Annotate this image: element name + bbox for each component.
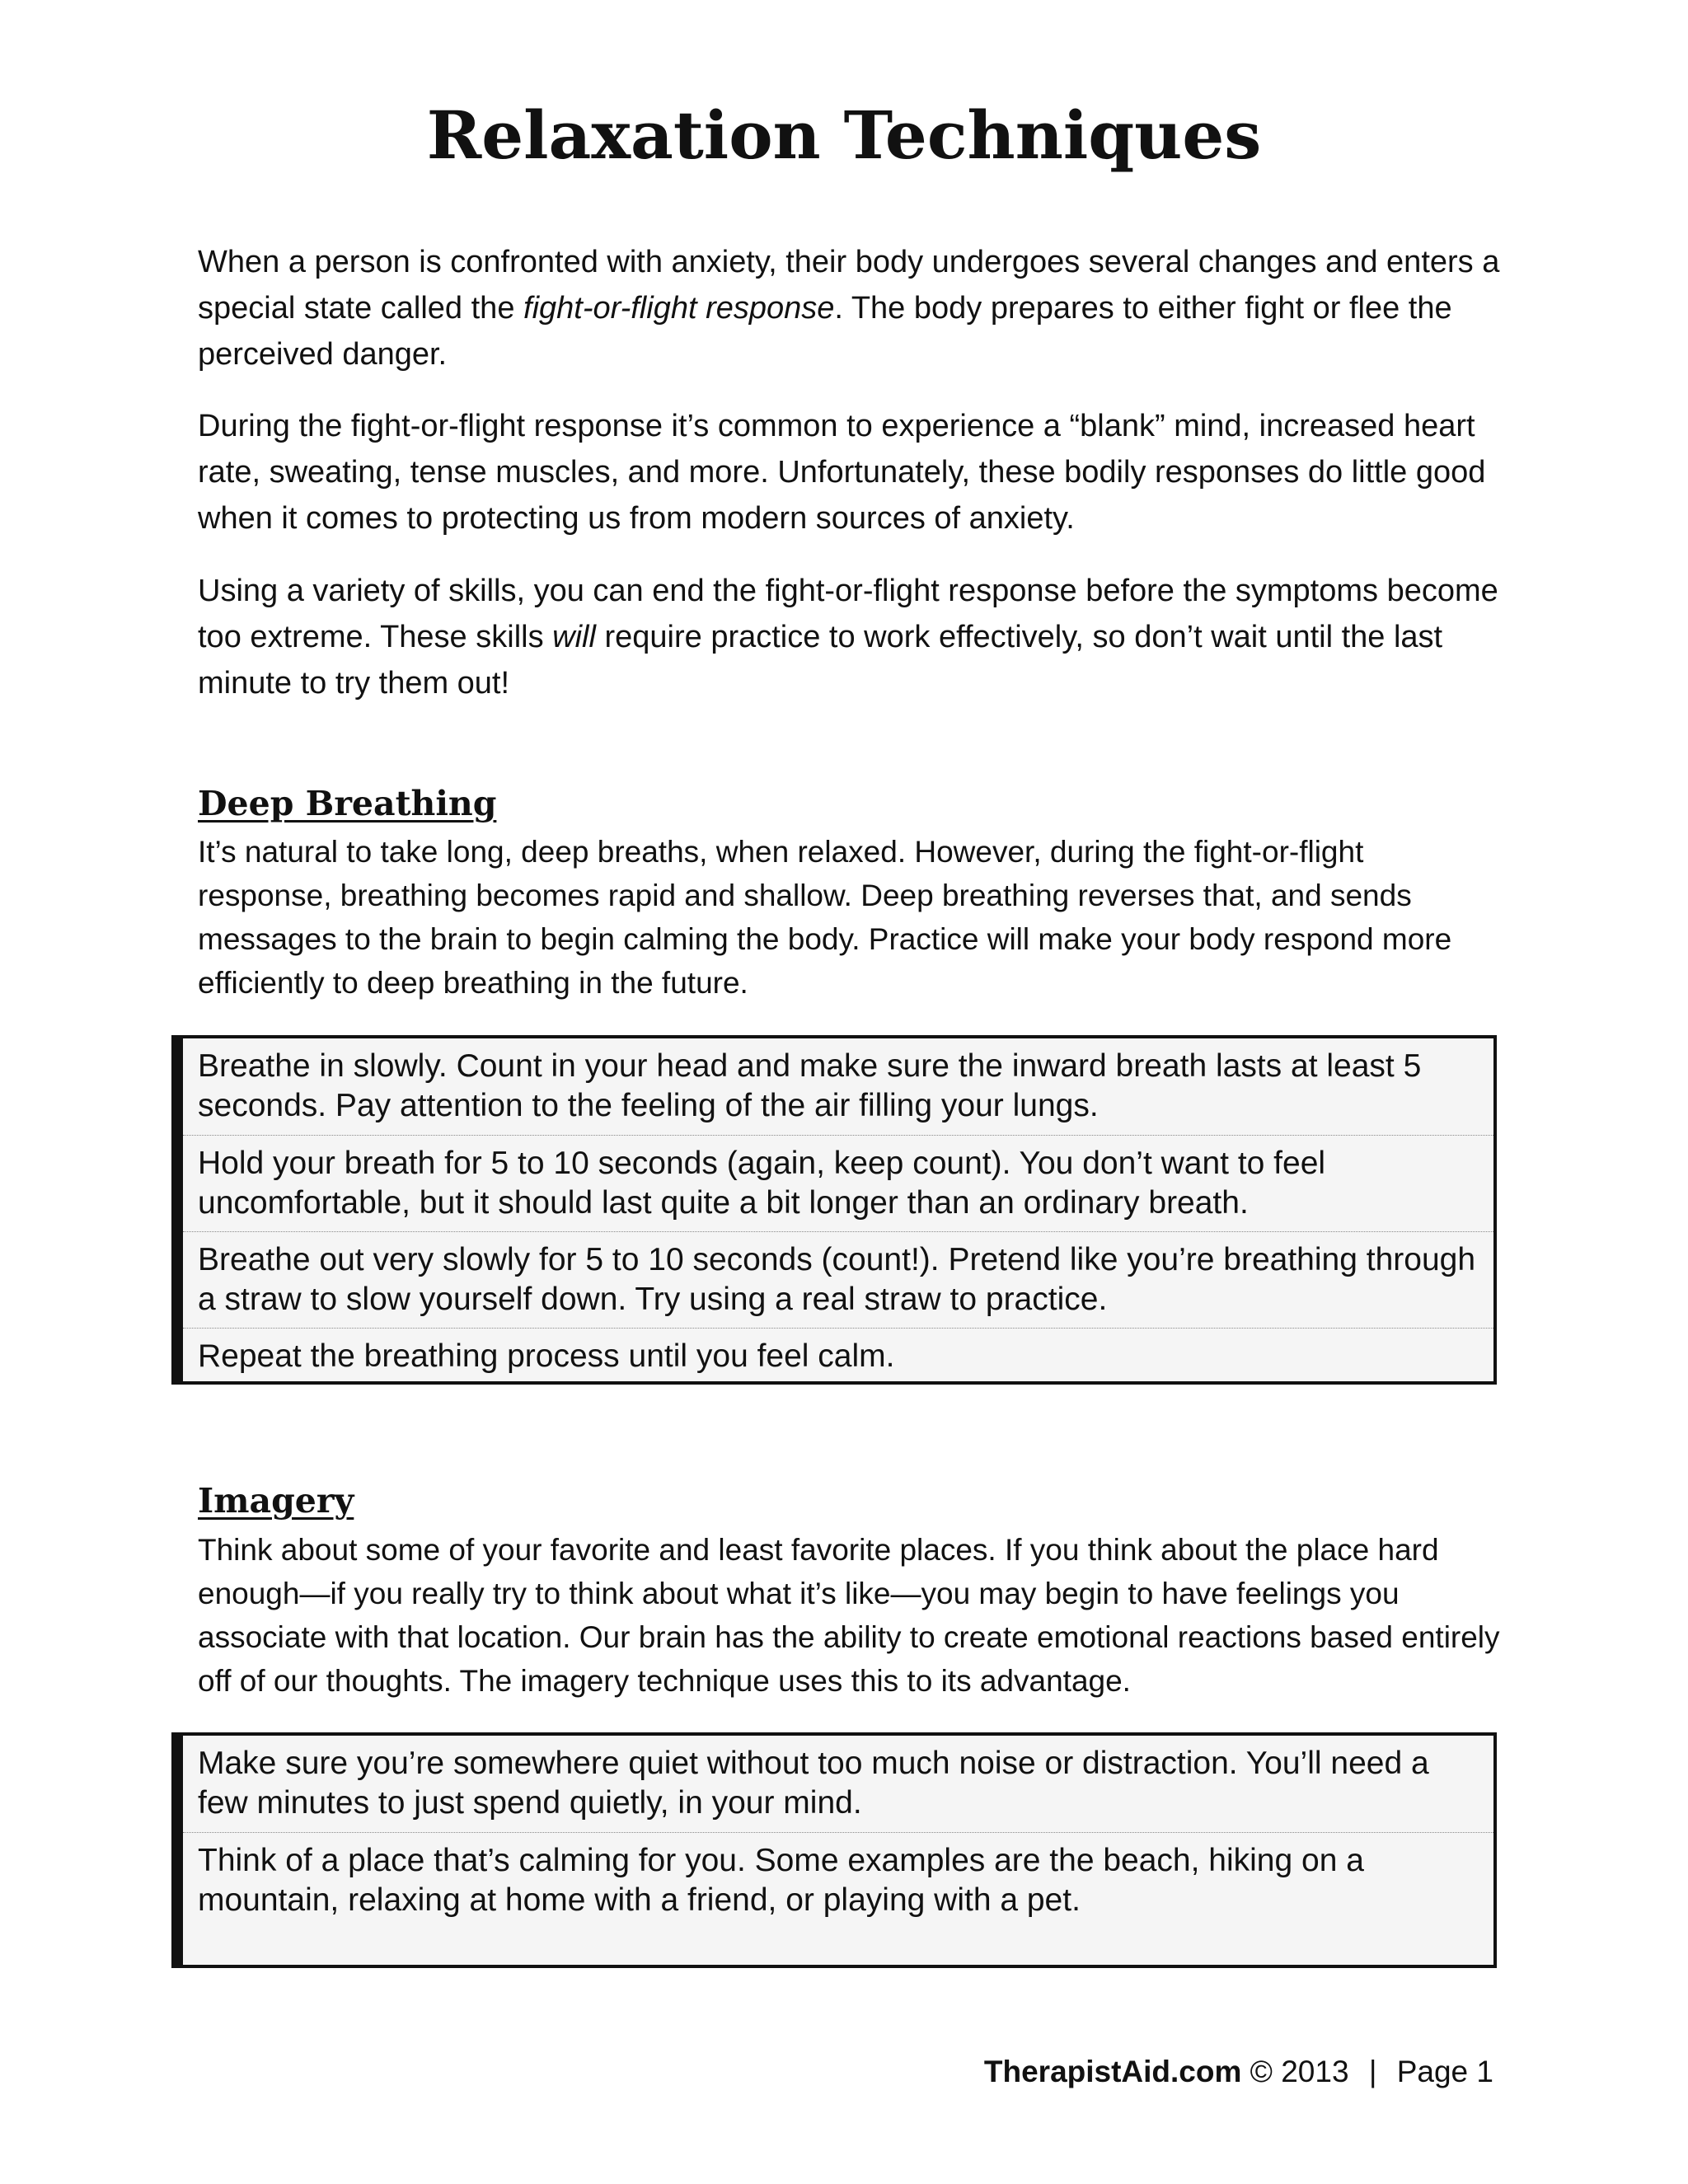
- intro-p1-text-end: . The body prepares to either fight or flee the perceived danger.: [198, 291, 1452, 372]
- footer-separator: |: [1368, 2055, 1377, 2088]
- deep-breathing-step-1: Breathe in slowly. Count in your head and make sure the inward breath lasts at least 5 seconds. Pay attention to the feeling of the air filling your lungs.: [183, 1038, 1493, 1136]
- deep-breathing-steps-box: [171, 1035, 1497, 1385]
- deep-breathing-step-3: Breathe out very slowly for 5 to 10 seconds (count!). Pretend like you’re breathing through a straw to slow yourself down. Try using a real straw to practice.: [183, 1232, 1493, 1329]
- deep-breathing-step-4: Repeat the breathing process until you feel calm.: [198, 1338, 895, 1374]
- footer-page-number: Page 1: [1396, 2055, 1493, 2088]
- footer-copyright: © 2013: [1250, 2055, 1349, 2088]
- deep-breathing-step-2: Hold your breath for 5 to 10 seconds (again, keep count). You don’t want to feel uncomfortable, but it should last quite a bit longer than an ordinary breath.: [183, 1136, 1493, 1232]
- footer-brand: TherapistAid.com: [983, 2055, 1242, 2088]
- intro-p3-text-end: require practice to work effectively, so don’t wait until the last minute to try them out!: [198, 620, 1443, 701]
- intro-paragraph-2: During the fight-or-flight response it’s common to experience a “blank” mind, increased heart rate, sweating, tense muscles, and more. Unfortunately, these bodily responses do little good when it comes to protecting us from modern sources of anxiety.: [198, 409, 1486, 536]
- section-body-deep-breathing: It’s natural to take long, deep breaths, when relaxed. However, during the fight-or-flight response, breathing becomes rapid and shallow. Deep breathing reverses that, and sends messages to the brain to begin calming the body. Practice will make your body respond more efficiently to deep breathing in the future.: [198, 835, 1452, 1000]
- imagery-step-1: Make sure you’re somewhere quiet without too much noise or distraction. You’ll need a few minutes to just spend quietly, in your mind.: [183, 1736, 1493, 1833]
- intro-p3-text-start: Using a variety of skills, you can end the fight-or-flight response before the symptoms become too extreme. These skills: [198, 574, 1498, 654]
- page-footer: [984, 2052, 1493, 2092]
- page-title: Relaxation Techniques: [426, 96, 1262, 174]
- intro-p1-text-start: When a person is confronted with anxiety, their body undergoes several changes and enters a special state called the: [198, 245, 1500, 326]
- imagery-steps-box: [171, 1732, 1497, 1968]
- intro-p1-emphasis: fight-or-flight response: [523, 291, 835, 326]
- intro-paragraph-1: [198, 239, 1500, 377]
- section-heading-deep-breathing: Deep Breathing: [198, 784, 497, 823]
- imagery-step-2: Think of a place that’s calming for you. Some examples are the beach, hiking on a mountain, relaxing at home with a friend, or playing with a pet.: [198, 1843, 1364, 1918]
- section-body-imagery: Think about some of your favorite and least favorite places. If you think about the place hard enough—if you really try to think about what it’s like—you may begin to have feelings you associate with that location. Our brain has the ability to create emotional reactions based entirely off of our thoughts. The imagery technique uses this to its advantage.: [198, 1533, 1500, 1698]
- intro-paragraph-3: [198, 568, 1500, 706]
- section-heading-imagery: Imagery: [198, 1481, 354, 1521]
- intro-p3-emphasis: will: [552, 620, 596, 654]
